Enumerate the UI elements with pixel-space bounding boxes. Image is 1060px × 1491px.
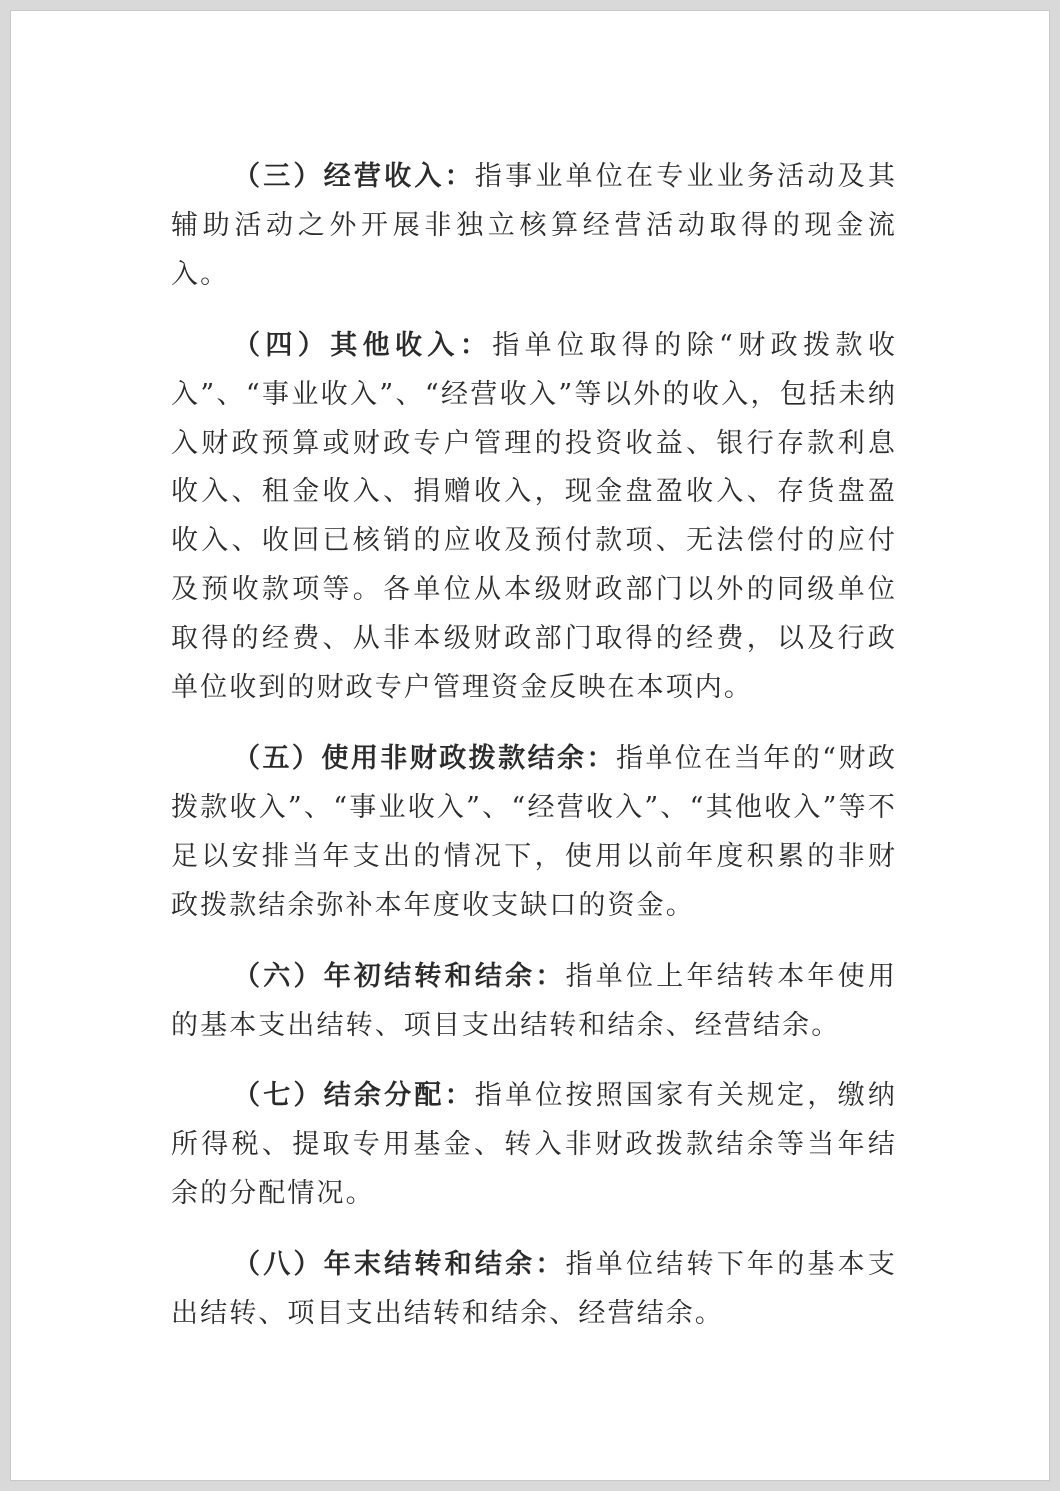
document-page xyxy=(10,10,1050,1481)
paragraph-term: （四）其他收入： xyxy=(233,329,493,361)
paragraph-term: （八）年末结转和结余： xyxy=(233,1249,566,1281)
paragraph-opening-carryover xyxy=(171,953,897,1051)
paragraph-text: 指单位结转下年的基本支出结转、项目支出结转和结余、经营结余。 xyxy=(171,1249,897,1330)
paragraph-non-fiscal-balance xyxy=(171,735,897,931)
paragraph-other-income xyxy=(171,322,897,713)
paragraph-text: 指单位按照国家有关规定，缴纳所得税、提取专用基金、转入非财政拨款结余等当年结余的分配情况。 xyxy=(171,1080,897,1210)
paragraph-business-income xyxy=(171,153,897,300)
paragraph-term: （五）使用非财政拨款结余： xyxy=(233,742,616,774)
paragraph-text: 指单位上年结转本年使用的基本支出结转、项目支出结转和结余、经营结余。 xyxy=(171,960,897,1041)
paragraph-term: （三）经营收入： xyxy=(233,161,475,192)
paragraph-balance-distribution xyxy=(171,1072,897,1219)
paragraph-closing-carryover xyxy=(171,1241,897,1339)
paragraph-term: （六）年初结转和结余： xyxy=(233,960,566,992)
paragraph-text: 指单位取得的除“财政拨款收入”、“事业收入”、“经营收入”等以外的收入，包括未纳入财政预算或财政专户管理的投资收益、银行存款利息收入、租金收入、捐赠收入，现金盘盈收入、存货盘盈收入、收回已核销的应收及预付款项、无法偿付的应付及预收款项等。各单位从本级财政部门以外的同级单位取得的经费、从非本级财政部门取得的经费，以及行政单位收到的财政专户管理资金反映在本项内。 xyxy=(171,329,897,704)
paragraph-text: 指单位在当年的“财政拨款收入”、“事业收入”、“经营收入”、“其他收入”等不足以安排当年支出的情况下，使用以前年度积累的非财政拨款结余弥补本年度收支缺口的资金。 xyxy=(171,742,897,921)
paragraph-text: 指事业单位在专业业务活动及其辅助活动之外开展非独立核算经营活动取得的现金流入。 xyxy=(171,161,897,290)
document-body xyxy=(171,153,897,1361)
paragraph-term: （七）结余分配： xyxy=(233,1080,475,1112)
